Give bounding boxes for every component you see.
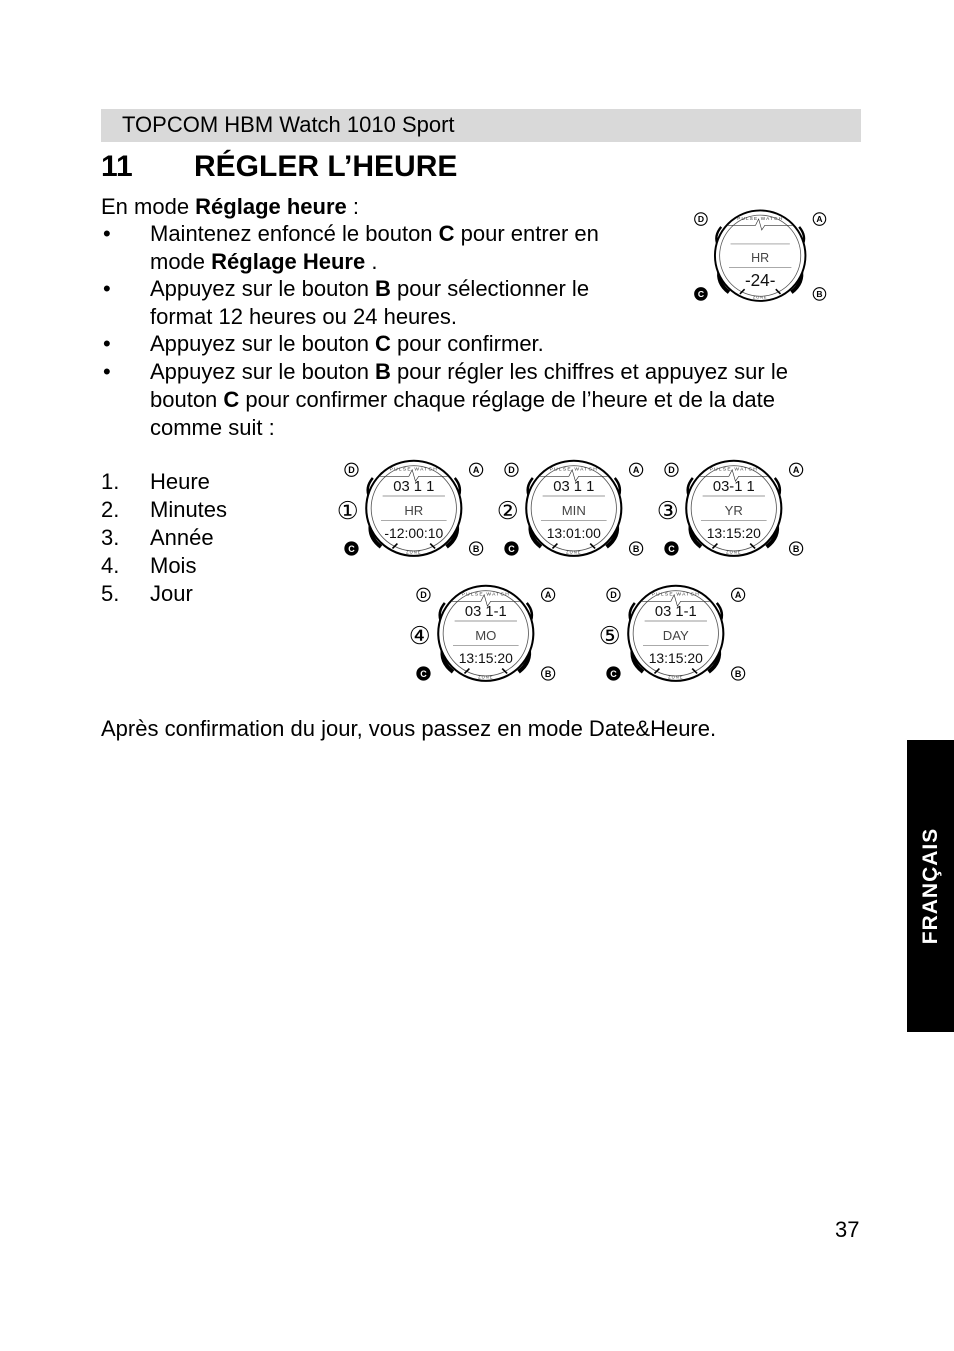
intro-suffix: : — [346, 194, 360, 219]
lcd-bottom-line: -12:00:10 — [384, 524, 444, 541]
watch-illustration — [336, 455, 488, 562]
bullet-text: Maintenez enfoncé le bouton — [150, 221, 439, 246]
button-d-label: D — [668, 465, 675, 476]
bullet-text: pour confirmer. — [390, 331, 544, 356]
bullet-line — [150, 414, 275, 442]
lcd-top-line: 03 1-1 — [654, 604, 697, 621]
watch-zone-label: ZONE — [406, 549, 422, 555]
bullet-text: mode — [150, 249, 212, 274]
bullet-marker: • — [103, 331, 111, 356]
intro-mode: Réglage heure — [195, 194, 347, 219]
bullet-text: format 12 heures ou 24 heures. — [150, 304, 457, 329]
button-c-label: C — [420, 668, 427, 679]
lcd-bottom-line: 13:15:20 — [648, 649, 703, 666]
lcd-mode: MIN — [561, 502, 586, 518]
watch-brand: PULSE WATCH — [651, 592, 701, 598]
bullet-line — [150, 220, 599, 248]
button-d-label: D — [697, 214, 705, 225]
button-c-label: C — [348, 543, 355, 554]
bullet-line — [150, 358, 788, 386]
watch-brand: PULSE WATCH — [389, 467, 439, 473]
button-b-label: B — [816, 289, 823, 300]
bullet-marker: • — [103, 276, 111, 301]
button-d-label: D — [348, 465, 355, 476]
lcd-bottom-line: -24- — [744, 270, 776, 291]
button-letter: C — [223, 387, 240, 412]
step-item — [101, 580, 193, 609]
button-a-label: A — [816, 214, 823, 225]
language-tab-label: FRANÇAIS — [918, 827, 942, 945]
watch-brand: PULSE WATCH — [709, 467, 759, 473]
watch-illustration — [690, 205, 830, 306]
bullet-line — [150, 330, 544, 358]
button-b-label: B — [544, 668, 552, 679]
outro-paragraph: Après confirmation du jour, vous passez en mode Date&Heure. — [101, 716, 717, 741]
lcd-mode: MO — [475, 627, 497, 643]
step-circled-number: ⑤ — [598, 622, 621, 650]
button-a-label: A — [632, 465, 640, 476]
page-number: 37 — [835, 1217, 860, 1242]
section-heading: RÉGLER L’HEURE — [194, 150, 458, 183]
step-item — [101, 524, 214, 553]
watch-brand: PULSE WATCH — [737, 215, 784, 221]
button-a-label: A — [792, 465, 800, 476]
step-number: 1. — [101, 469, 120, 494]
bullet-text: Appuyez sur le bouton — [150, 331, 376, 356]
lcd-top-line: 03 1 1 — [553, 479, 595, 496]
button-b-label: B — [632, 543, 640, 554]
step-circled-number: ② — [496, 497, 519, 525]
lcd-mode: HR — [751, 250, 770, 265]
step-number: 5. — [101, 581, 120, 606]
watch-brand: PULSE WATCH — [549, 467, 599, 473]
step-label: Minutes — [150, 497, 228, 522]
watch-zone-label: ZONE — [566, 549, 582, 555]
bullet-text: comme suit : — [150, 415, 275, 440]
bullet-line — [150, 303, 457, 331]
language-tab — [907, 740, 954, 1032]
step-label: Année — [150, 525, 214, 550]
button-a-label: A — [734, 590, 742, 601]
button-letter: B — [375, 359, 391, 384]
bullet-line — [150, 248, 377, 276]
bullet-text: pour entrer en — [454, 221, 599, 246]
bullet-marker: • — [103, 359, 111, 384]
step-number: 2. — [101, 497, 120, 522]
step-item — [101, 552, 196, 581]
bullet-text: pour régler les chiffres et appuyez sur le — [390, 359, 788, 384]
button-b-label: B — [734, 668, 742, 679]
button-a-label: A — [472, 465, 480, 476]
lcd-bottom-line: 13:15:20 — [706, 524, 761, 541]
button-letter: C — [438, 221, 455, 246]
watch-illustration — [496, 455, 648, 562]
intro-paragraph — [101, 193, 359, 221]
bullet-text: Appuyez sur le bouton — [150, 276, 376, 301]
lcd-bottom-line: 13:15:20 — [458, 649, 513, 666]
lcd-bottom-line: 13:01:00 — [546, 524, 601, 541]
step-item — [101, 496, 227, 525]
bullet-marker: • — [103, 221, 111, 246]
lcd-mode: HR — [404, 502, 424, 518]
lcd-mode: YR — [724, 502, 743, 518]
step-circled-number: ① — [336, 497, 359, 525]
button-c-label: C — [508, 543, 515, 554]
watch-illustration — [598, 580, 750, 687]
header-title: TOPCOM HBM Watch 1010 Sport — [122, 112, 455, 137]
header-bar — [101, 109, 861, 142]
button-letter: C — [375, 331, 391, 356]
bullet-line — [150, 386, 775, 414]
button-d-label: D — [420, 590, 427, 601]
watch-zone-label: ZONE — [726, 549, 742, 555]
watch-zone-label: ZONE — [478, 674, 494, 680]
lcd-mode: DAY — [662, 627, 689, 643]
lcd-top-line: 03-1 1 — [712, 479, 755, 496]
watch-zone-label: ZONE — [752, 294, 768, 300]
button-letter: B — [375, 276, 391, 301]
watch-zone-label: ZONE — [668, 674, 684, 680]
watch-illustration — [656, 455, 808, 562]
button-c-label: C — [668, 543, 675, 554]
section-number: 11 — [101, 150, 133, 183]
intro-prefix: En mode — [101, 194, 196, 219]
button-c-label: C — [697, 289, 705, 300]
step-label: Jour — [150, 581, 193, 606]
step-item — [101, 468, 210, 497]
button-letter: Réglage Heure — [211, 249, 366, 274]
step-label: Heure — [150, 469, 210, 494]
button-d-label: D — [508, 465, 515, 476]
bullet-text: bouton — [150, 387, 224, 412]
step-label: Mois — [150, 553, 197, 578]
step-circled-number: ④ — [408, 622, 431, 650]
section-title — [101, 148, 457, 186]
button-c-label: C — [610, 668, 617, 679]
bullet-text: pour sélectionner le — [390, 276, 590, 301]
bullet-text: . — [365, 249, 378, 274]
button-b-label: B — [472, 543, 480, 554]
bullet-text: Appuyez sur le bouton — [150, 359, 376, 384]
watch-brand: PULSE WATCH — [461, 592, 511, 598]
step-number: 4. — [101, 553, 120, 578]
lcd-top-line: 03 1 1 — [393, 479, 435, 496]
step-number: 3. — [101, 525, 120, 550]
bullet-line — [150, 275, 589, 303]
button-b-label: B — [792, 543, 800, 554]
button-a-label: A — [544, 590, 552, 601]
lcd-top-line: 03 1-1 — [464, 604, 507, 621]
button-d-label: D — [610, 590, 617, 601]
watch-illustration — [408, 580, 560, 687]
step-circled-number: ③ — [656, 497, 679, 525]
bullet-text: pour confirmer chaque réglage de l’heure et de la date — [239, 387, 775, 412]
